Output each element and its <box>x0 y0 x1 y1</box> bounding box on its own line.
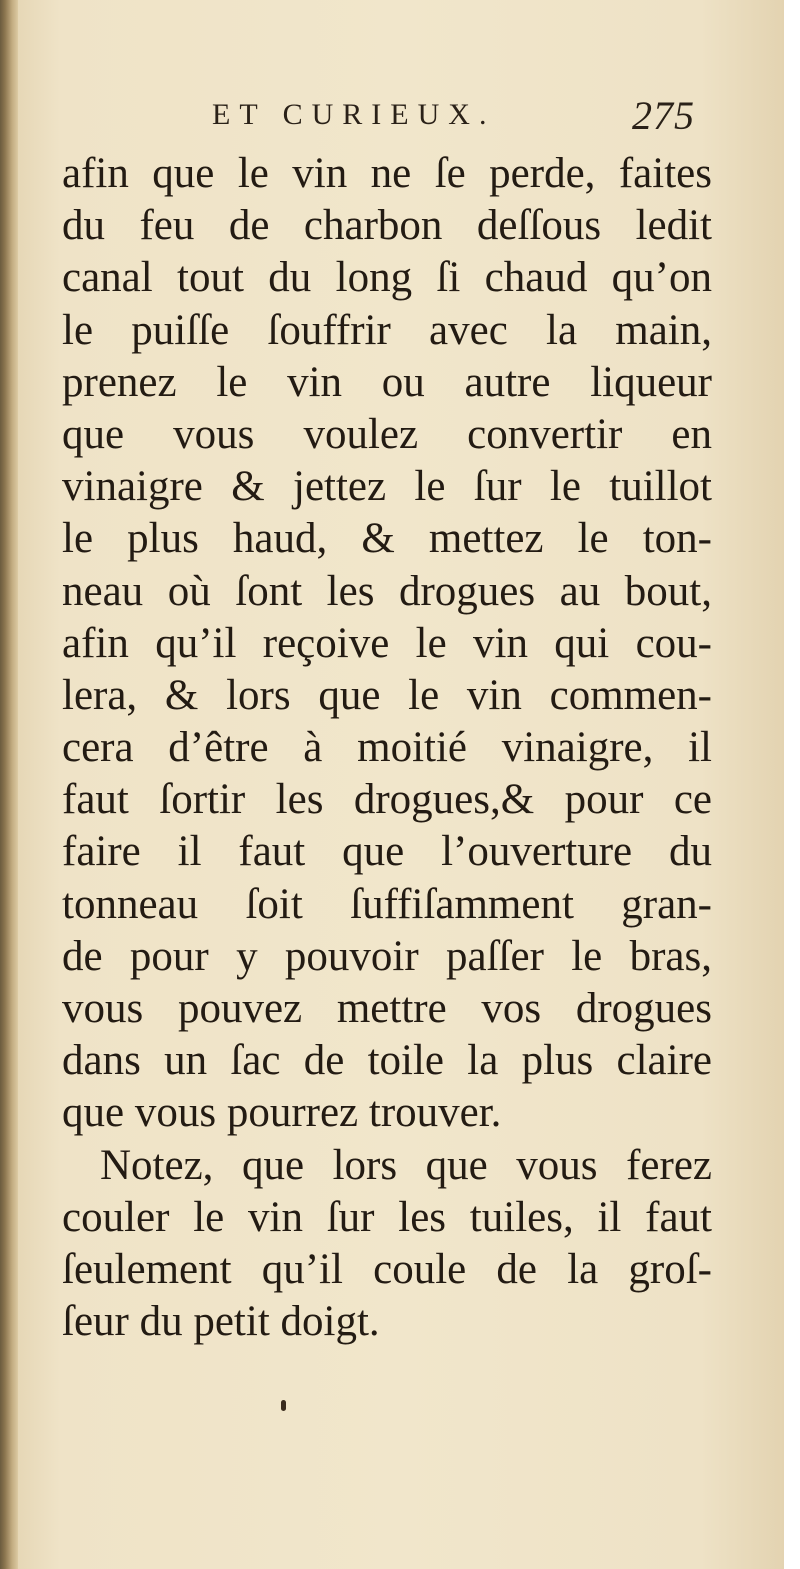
text-line: ſeulement qu’il coule de la groſ- <box>62 1245 712 1293</box>
body-text <box>62 148 712 1348</box>
text-line: afin que le vin ne ſe perde, faites <box>62 150 712 197</box>
text-line: le plus haud, & mettez le ton- <box>62 515 712 563</box>
text-line: cera d’être à moitié vinaigre, il <box>62 724 712 772</box>
ink-speck <box>281 1400 286 1411</box>
text-line: ſeur du petit doigt. <box>62 1298 380 1346</box>
text-line: canal tout du long ſi chaud qu’on <box>62 254 712 302</box>
text-line: faut ſortir les drogues,& pour ce <box>62 776 712 824</box>
running-head: ET CURIEUX. <box>212 98 496 131</box>
text-line: du feu de charbon deſſous ledit <box>62 202 712 250</box>
text-line: le puiſſe ſouffrir avec la main, <box>62 306 712 354</box>
text-line: que vous voulez convertir en <box>62 410 712 458</box>
scan-margin <box>784 0 800 1569</box>
text-line: faire il faut que l’ouverture du <box>62 828 712 876</box>
text-line: neau où ſont les drogues au bout, <box>62 567 712 615</box>
text-line: couler le vin ſur les tuiles, il faut <box>62 1193 712 1241</box>
page-gutter <box>0 0 18 1569</box>
text-line: afin qu’il reçoive le vin qui cou- <box>62 619 712 667</box>
text-line: de pour y pouvoir paſſer le bras, <box>62 932 712 980</box>
text-line: tonneau ſoit ſuffiſamment gran- <box>62 880 712 928</box>
text-line: Notez, que lors que vous ferez <box>100 1141 712 1189</box>
text-line: que vous pourrez trouver. <box>62 1089 502 1137</box>
text-line: dans un ſac de toile la plus claire <box>62 1037 712 1085</box>
text-line: prenez le vin ou autre liqueur <box>62 358 712 406</box>
text-line: vinaigre & jettez le ſur le tuillot <box>62 463 712 511</box>
page-number: 275 <box>632 93 695 138</box>
text-line: vous pouvez mettre vos drogues <box>62 985 712 1032</box>
paragraph-2 <box>62 1140 712 1349</box>
text-line: lera, & lors que le vin commen- <box>62 671 712 719</box>
paragraph-1 <box>62 148 712 1140</box>
